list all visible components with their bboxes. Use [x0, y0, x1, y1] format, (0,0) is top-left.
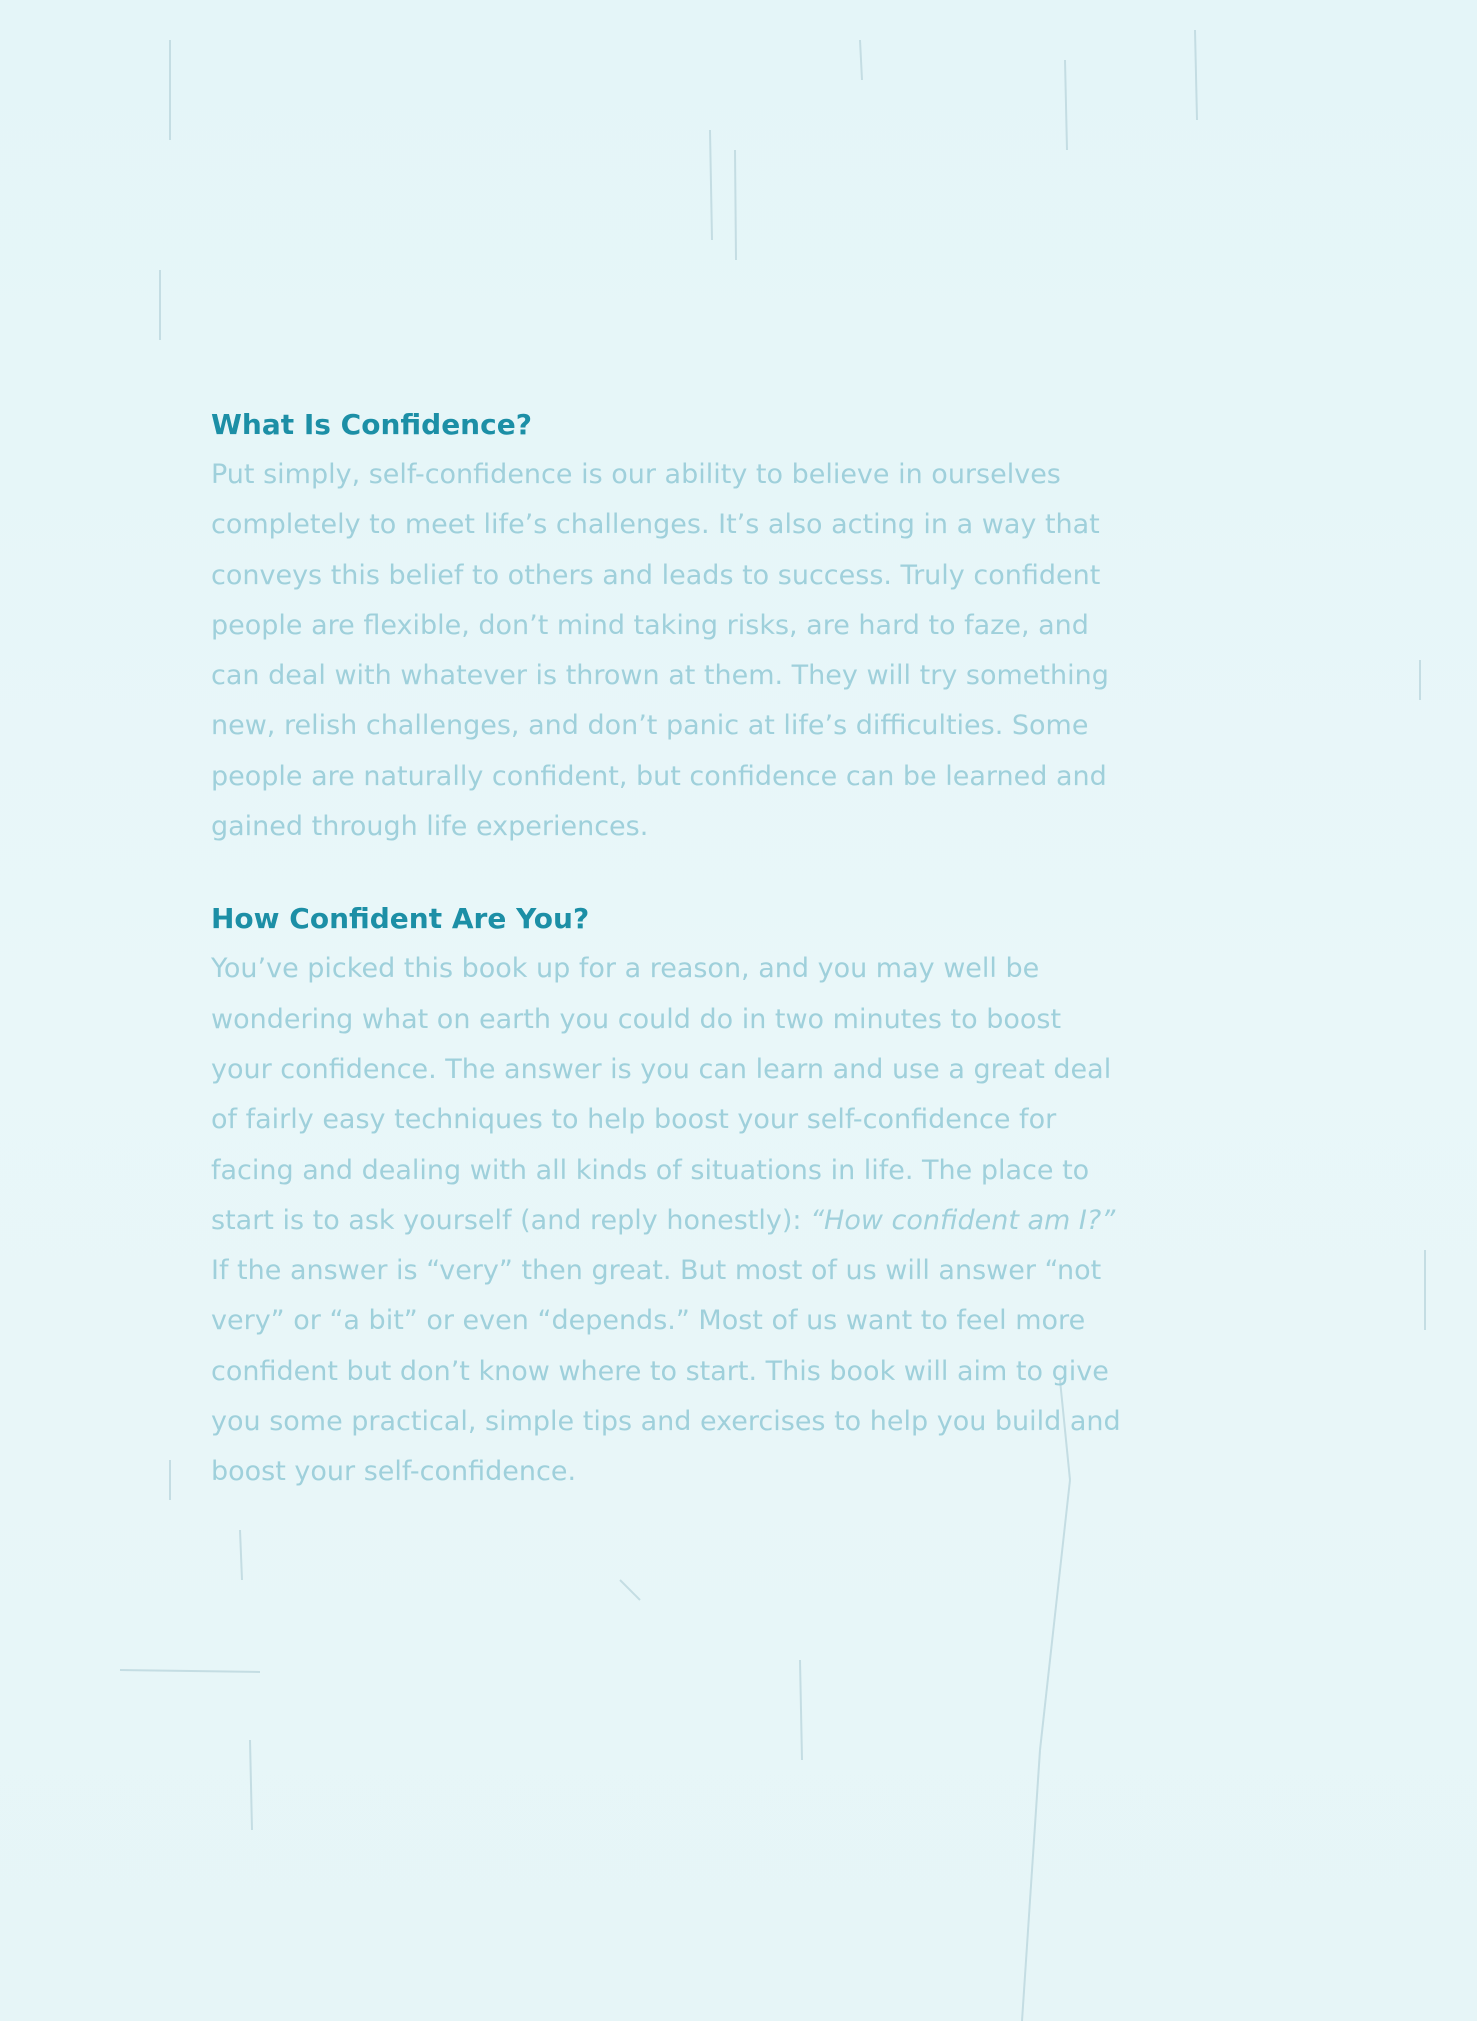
- text-line: can deal with whatever is thrown at them. They will try something: [211, 660, 1109, 692]
- text-line: wondering what on earth you could do in two minutes to boost: [211, 1003, 1062, 1035]
- text-run: start is to ask yourself (and reply honestly):: [211, 1204, 811, 1236]
- text-line: [211, 1196, 1331, 1246]
- text-line: conveys this belief to others and leads to success. Truly confident: [211, 559, 1101, 591]
- text-line: of fairly easy techniques to help boost your self-confidence for: [211, 1104, 1057, 1136]
- text-line: facing and dealing with all kinds of situations in life. The place to: [211, 1154, 1090, 1186]
- text-line: If the answer is “very” then great. But most of us will answer “not: [211, 1255, 1102, 1287]
- text-line: gained through life experiences.: [211, 811, 649, 843]
- text-line: confident but don’t know where to start. This book will aim to give: [211, 1355, 1109, 1387]
- text-line: completely to meet life’s challenges. It’s also acting in a way that: [211, 509, 1100, 541]
- section-paragraph: [211, 450, 1331, 852]
- page-content: [211, 406, 1331, 1546]
- italic-question: “How confident am I?”: [810, 1204, 1116, 1236]
- text-line: very” or “a bit” or even “depends.” Most of us want to feel more: [211, 1305, 1086, 1337]
- text-line: people are flexible, don’t mind taking risks, are hard to faze, and: [211, 609, 1089, 641]
- section-heading: What Is Confidence?: [211, 408, 532, 441]
- section-how-confident-are-you: [211, 900, 1331, 1497]
- text-line: you some practical, simple tips and exercises to help you build and: [211, 1406, 1121, 1438]
- section-heading: How Confident Are You?: [211, 902, 590, 936]
- text-line: new, relish challenges, and don’t panic at life’s difficulties. Some: [211, 710, 1089, 742]
- text-line: Put simply, self-confidence is our ability to believe in ourselves: [211, 459, 1061, 490]
- text-line: You’ve picked this book up for a reason, and you may well be: [211, 953, 1040, 985]
- section-paragraph: [211, 944, 1331, 1497]
- text-line: your confidence. The answer is you can learn and use a great deal: [211, 1053, 1112, 1085]
- text-line: people are naturally confident, but confidence can be learned and: [211, 760, 1107, 792]
- text-line: boost your self-confidence.: [211, 1456, 577, 1488]
- section-what-is-confidence: [211, 406, 1331, 852]
